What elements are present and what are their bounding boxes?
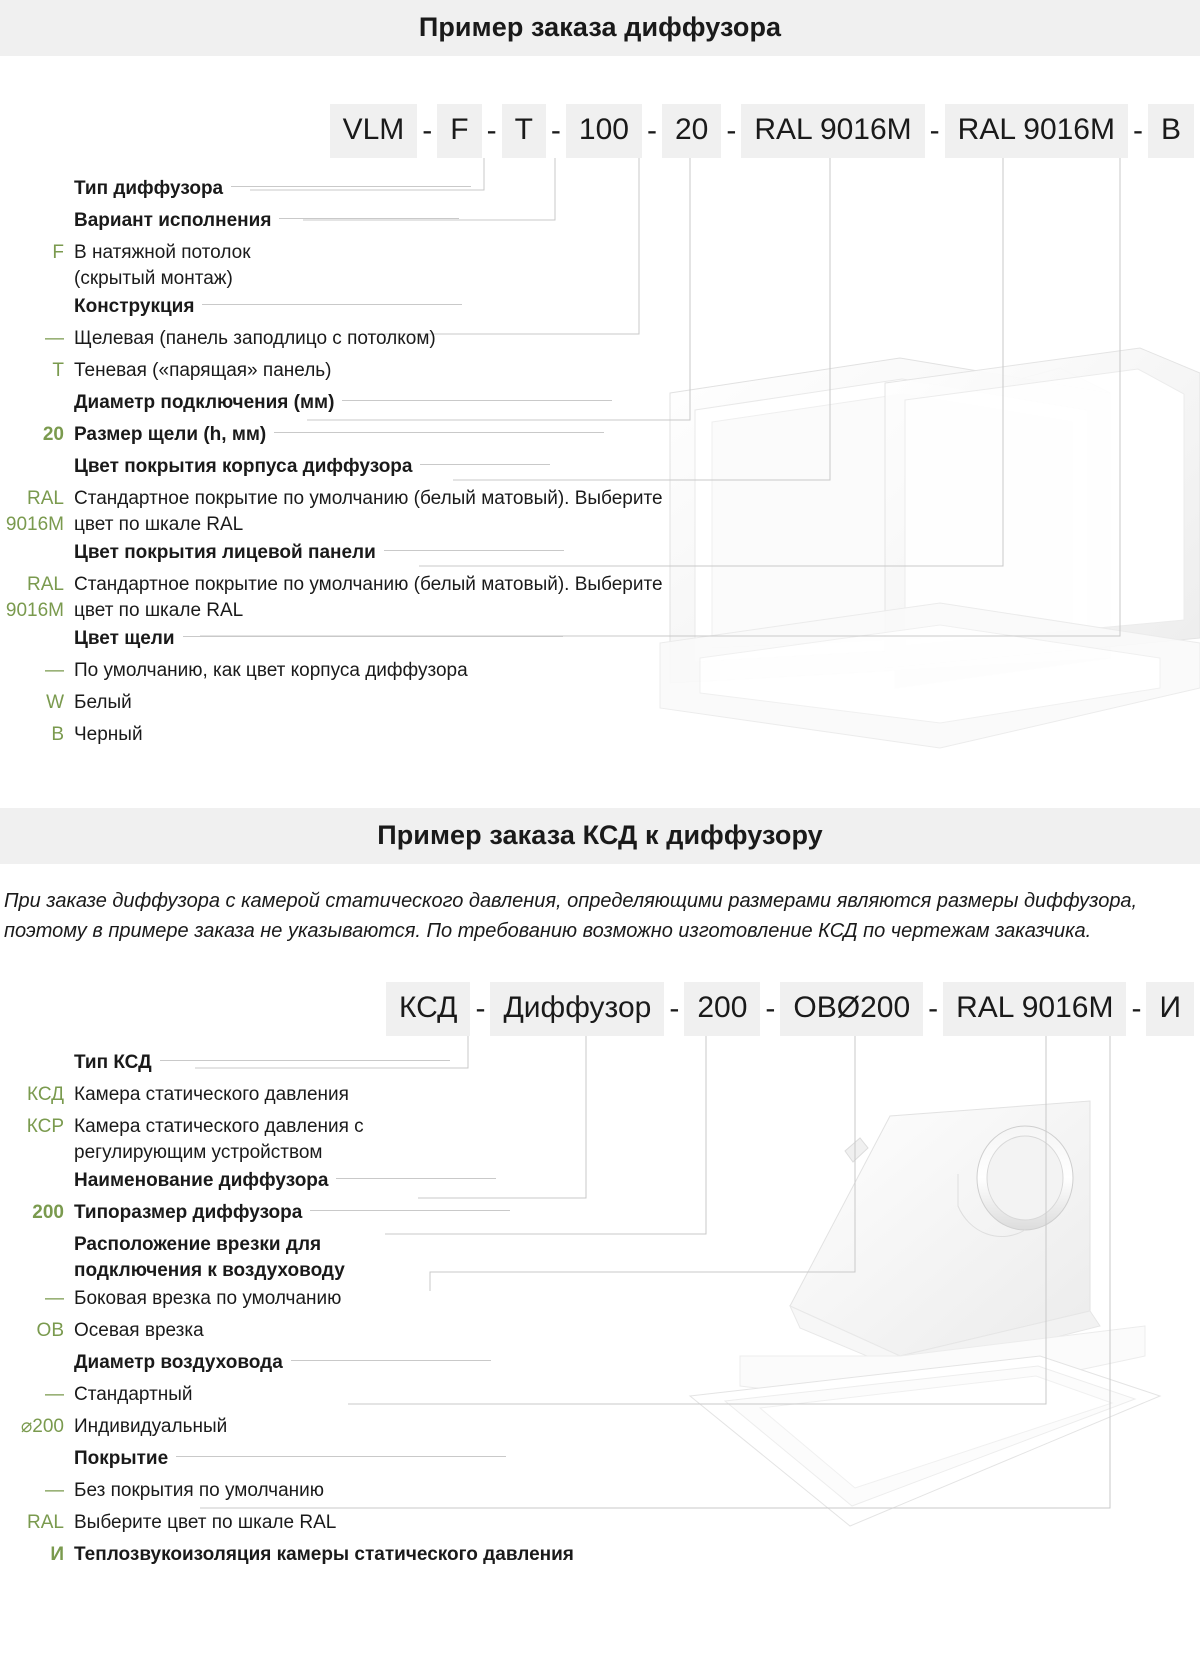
ksd-legend-row (0, 1082, 1200, 1112)
ksd-code-part: 200 (684, 982, 760, 1036)
diffuser-legend-row (0, 422, 1200, 452)
diffuser-legend-row (0, 690, 1200, 720)
ksd-legend-key: КСР (26, 1116, 64, 1137)
diffuser-legend-list (0, 158, 1200, 752)
leader-line (231, 186, 471, 187)
ksd-legend-key: RAL (27, 1512, 64, 1533)
diffuser-legend-row (0, 294, 1200, 324)
diffuser-legend-label: По умолчанию, как цвет корпуса диффузора (74, 660, 468, 681)
diffuser-legend-key: T (52, 360, 64, 381)
code-separator: - (1132, 114, 1143, 147)
diffuser-legend-row (0, 240, 1200, 292)
ksd-legend-row (0, 1510, 1200, 1540)
diffuser-legend-row (0, 358, 1200, 388)
diffuser-legend-row (0, 486, 1200, 538)
ksd-note: При заказе диффузора с камерой статического давления, определяющими размерами являются размеры диффузора, поэтому в примере заказа не указываются. По требованию возможно изготовление КСД по чертежам заказчика. (4, 890, 1138, 942)
ksd-legend-key: КСД (26, 1084, 64, 1105)
ksd-legend-row (0, 1382, 1200, 1412)
diffuser-legend-key: — (45, 660, 64, 681)
ksd-legend-row (0, 1478, 1200, 1508)
code-separator: - (669, 992, 680, 1025)
diffuser-legend-key: F (52, 242, 64, 263)
diffuser-legend-label: Щелевая (панель заподлицо с потолком) (74, 328, 436, 349)
diffuser-legend-row (0, 626, 1200, 656)
leader-line (310, 1210, 510, 1211)
diffuser-code-part: VLM (330, 104, 418, 158)
ksd-legend-row (0, 1232, 1200, 1284)
ksd-legend-label: Тип КСД (74, 1050, 450, 1076)
code-line-ksd (0, 982, 1200, 1036)
diffuser-code-part: 20 (662, 104, 721, 158)
diffuser-legend-row (0, 658, 1200, 688)
ksd-code-part: И (1146, 982, 1194, 1036)
diffuser-legend-label: Стандартное покрытие по умолчанию (белый матовый). Выберите цвет по шкале RAL (74, 574, 663, 621)
ksd-legend-label: Теплозвукоизоляция камеры статического давления (74, 1544, 574, 1565)
diffuser-legend-key: 20 (42, 424, 64, 445)
diffuser-legend-key: RAL 9016M (5, 574, 64, 621)
diffuser-legend-key: — (45, 328, 64, 349)
ksd-legend-label: Боковая врезка по умолчанию (74, 1288, 342, 1309)
code-separator: - (726, 114, 737, 147)
ksd-legend-row (0, 1168, 1200, 1198)
diffuser-legend-label: Размер щели (h, мм) (74, 422, 604, 448)
code-separator: - (475, 992, 486, 1025)
ksd-legend-row (0, 1286, 1200, 1316)
ksd-legend-label: Покрытие (74, 1446, 506, 1472)
ksd-legend-row (0, 1318, 1200, 1348)
diffuser-legend-label: Цвет щели (74, 626, 563, 652)
ksd-legend-label: Стандартный (74, 1384, 193, 1405)
code-separator: - (550, 114, 561, 147)
ksd-legend-row (0, 1350, 1200, 1380)
code-separator: - (486, 114, 497, 147)
section-title-diffuser: Пример заказа диффузора (0, 0, 1200, 56)
diffuser-legend-row (0, 326, 1200, 356)
diffuser-legend-label: Белый (74, 692, 132, 713)
code-line-diffuser (0, 104, 1200, 158)
ksd-legend-label: Камера статического давления с регулирующим устройством (74, 1116, 364, 1163)
diffuser-legend-label: Цвет покрытия лицевой панели (74, 540, 564, 566)
code-separator: - (928, 992, 939, 1025)
diffuser-code-part: RAL 9016M (945, 104, 1128, 158)
code-separator: - (929, 114, 940, 147)
ksd-legend-row (0, 1050, 1200, 1080)
ksd-legend-block (0, 1036, 1200, 1584)
ksd-legend-label: Расположение врезки для подключения к воздуховоду (74, 1234, 345, 1281)
diffuser-code-part: 100 (566, 104, 642, 158)
ksd-legend-key: — (45, 1384, 64, 1405)
leader-line (336, 1178, 496, 1179)
diffuser-legend-label: Конструкция (74, 294, 462, 320)
diffuser-legend-row (0, 176, 1200, 206)
diffuser-legend-row (0, 454, 1200, 484)
code-separator: - (765, 992, 776, 1025)
ksd-code-part: Диффузор (490, 982, 664, 1036)
leader-line (291, 1360, 491, 1361)
diffuser-legend-label: Цвет покрытия корпуса диффузора (74, 454, 550, 480)
diffuser-legend-row (0, 540, 1200, 570)
leader-line (160, 1060, 450, 1061)
ksd-legend-label: Камера статического давления (74, 1084, 349, 1105)
leader-line (202, 304, 462, 305)
ksd-legend-key: ОВ (36, 1320, 64, 1341)
ksd-legend-key: 200 (32, 1202, 64, 1223)
diffuser-legend-row (0, 208, 1200, 238)
diffuser-legend-label: Вариант исполнения (74, 208, 459, 234)
ksd-legend-label: Диаметр воздуховода (74, 1350, 491, 1376)
diffuser-legend-row (0, 572, 1200, 624)
leader-line (183, 636, 563, 637)
diffuser-legend-label: Черный (74, 724, 143, 745)
diffuser-code-part: B (1148, 104, 1194, 158)
leader-line (176, 1456, 506, 1457)
ksd-legend-key: — (45, 1288, 64, 1309)
ksd-legend-label: Индивидуальный (74, 1416, 228, 1437)
diffuser-legend-key: B (51, 724, 64, 745)
leader-line (342, 400, 612, 401)
leader-line (384, 550, 564, 551)
ksd-code-part: ОВØ200 (780, 982, 923, 1036)
diffuser-legend-block (0, 158, 1200, 808)
ksd-legend-list (0, 1036, 1200, 1584)
diffuser-legend-label: Диаметр подключения (мм) (74, 390, 612, 416)
ksd-legend-label: Типоразмер диффузора (74, 1200, 510, 1226)
ksd-legend-row (0, 1414, 1200, 1444)
diffuser-legend-key: RAL 9016M (5, 488, 64, 535)
ksd-legend-key: — (45, 1480, 64, 1501)
ksd-legend-label: Наименование диффузора (74, 1168, 496, 1194)
leader-line (274, 432, 604, 433)
ksd-code-part: КСД (386, 982, 470, 1036)
ksd-legend-row (0, 1114, 1200, 1166)
code-separator: - (1131, 992, 1142, 1025)
section-title-ksd: Пример заказа КСД к диффузору (0, 808, 1200, 864)
diffuser-legend-row (0, 390, 1200, 420)
ksd-legend-row (0, 1542, 1200, 1572)
diffuser-code-part: F (437, 104, 481, 158)
leader-line (420, 464, 550, 465)
diffuser-legend-label: Стандартное покрытие по умолчанию (белый матовый). Выберите цвет по шкале RAL (74, 488, 663, 535)
ksd-legend-key: И (50, 1544, 64, 1565)
code-separator: - (646, 114, 657, 147)
diffuser-legend-row (0, 722, 1200, 752)
ksd-legend-key: ⌀200 (20, 1416, 64, 1437)
ksd-legend-label: Осевая врезка (74, 1320, 204, 1341)
diffuser-legend-label: В натяжной потолок (скрытый монтаж) (74, 242, 251, 289)
ksd-legend-row (0, 1200, 1200, 1230)
diffuser-code-part: RAL 9016M (741, 104, 924, 158)
diffuser-code-part: T (502, 104, 546, 158)
diffuser-legend-key: W (46, 692, 64, 713)
ksd-legend-row (0, 1446, 1200, 1476)
diffuser-legend-label: Теневая («парящая» панель) (74, 360, 332, 381)
code-separator: - (422, 114, 433, 147)
leader-line (279, 218, 459, 219)
ksd-code-part: RAL 9016M (943, 982, 1126, 1036)
ksd-legend-label: Без покрытия по умолчанию (74, 1480, 325, 1501)
diffuser-legend-label: Тип диффузора (74, 176, 471, 202)
ksd-legend-label: Выберите цвет по шкале RAL (74, 1512, 337, 1533)
